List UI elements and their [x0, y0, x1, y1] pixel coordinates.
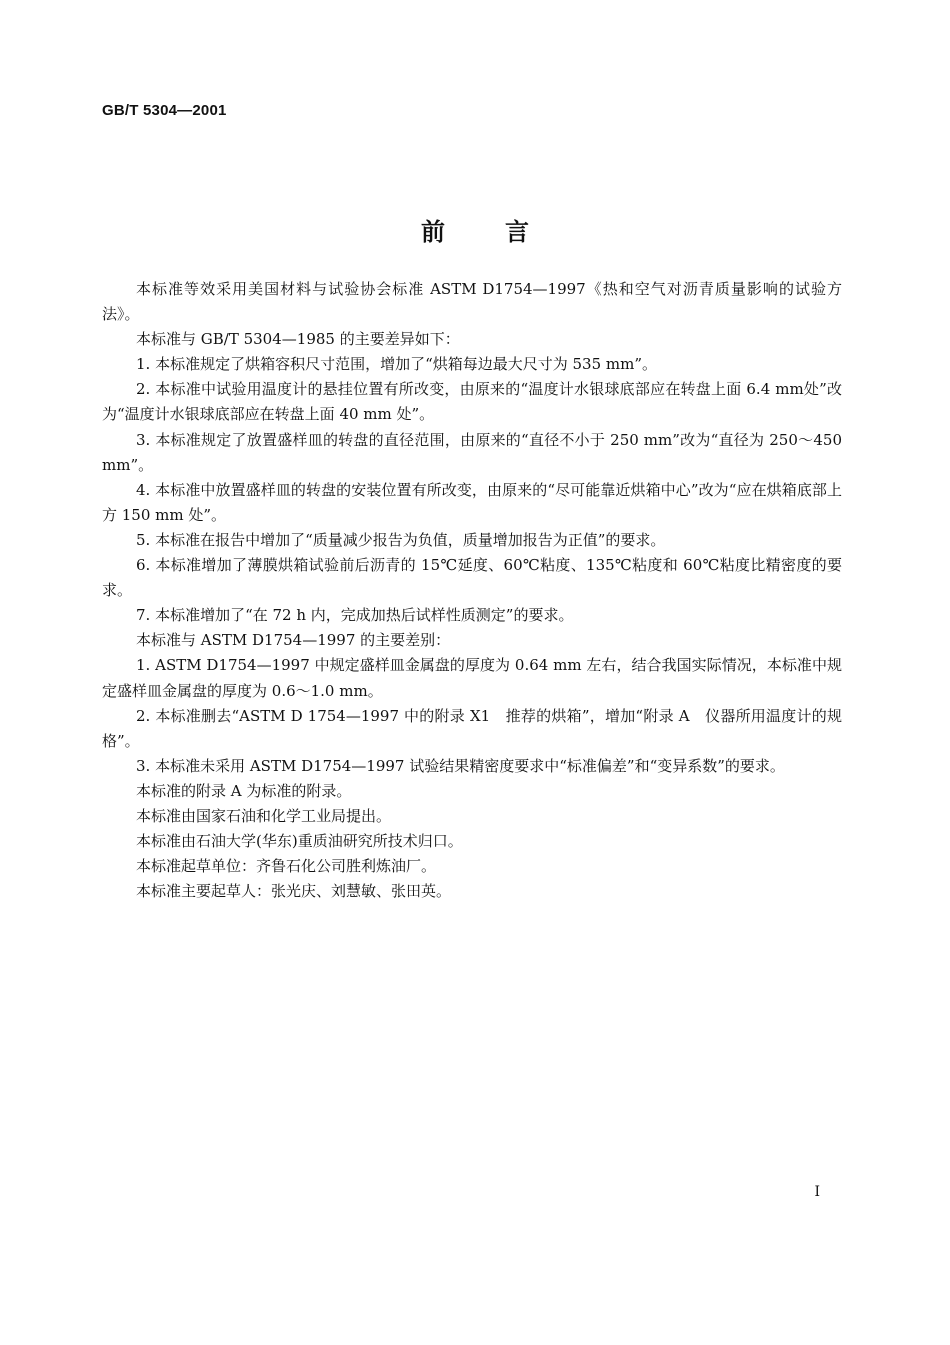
paragraph-administrator: 本标准由石油大学(华东)重质油研究所技术归口。: [136, 832, 463, 851]
paragraph-appendix-note: 本标准的附录 A 为标准的附录。: [136, 781, 352, 800]
paragraph-intro: 本标准等效采用美国材料与试验协会标准 ASTM D1754—1997《热和空气对沥青质量影响的试验方法》。: [102, 280, 842, 324]
paragraph-drafters: 本标准主要起草人：张光庆、刘慧敏、张田英。: [136, 882, 452, 901]
paragraph-diff-astm-heading: 本标准与 ASTM D1754—1997 的主要差别：: [136, 631, 451, 650]
foreword-body: [102, 277, 842, 904]
page-title: 前言: [421, 217, 589, 246]
paragraph-diff-1985-item-5: 5. 本标准在报告中增加了“质量减少报告为负值，质量增加报告为正值”的要求。: [136, 530, 666, 549]
page-number: I: [814, 1184, 820, 1200]
paragraph-diff-1985-item-3: 3. 本标准规定了放置盛样皿的转盘的直径范围，由原来的“直径不小于 250 mm”改为“直径为 250～450 mm”。: [102, 430, 842, 474]
paragraph-diff-1985-item-1: 1. 本标准规定了烘箱容积尺寸范围，增加了“烘箱每边最大尺寸为 535 mm”。: [136, 355, 658, 374]
paragraph-diff-1985-heading: 本标准与 GB/T 5304—1985 的主要差异如下：: [136, 330, 460, 349]
paragraph-diff-1985-item-7: 7. 本标准增加了“在 72 h 内，完成加热后试样性质测定”的要求。: [136, 606, 574, 625]
standard-code: GB/T 5304—2001: [102, 102, 227, 119]
paragraph-diff-1985-item-2: 2. 本标准中试验用温度计的悬挂位置有所改变，由原来的“温度计水银球底部应在转盘上面 6.4 mm处”改为“温度计水银球底部应在转盘上面 40 mm 处”。: [102, 380, 842, 424]
paragraph-diff-1985-item-6: 6. 本标准增加了薄膜烘箱试验前后沥青的 15℃延度、60℃粘度、135℃粘度和 60℃粘度比精密度的要求。: [102, 556, 842, 600]
paragraph-drafting-unit: 本标准起草单位：齐鲁石化公司胜利炼油厂。: [136, 857, 437, 876]
paragraph-diff-1985-item-4: 4. 本标准中放置盛样皿的转盘的安装位置有所改变，由原来的“尽可能靠近烘箱中心”改为“应在烘箱底部上方 150 mm 处”。: [102, 480, 842, 524]
paragraph-diff-astm-item-1: 1. ASTM D1754—1997 中规定盛样皿金属盘的厚度为 0.64 mm 左右，结合我国实际情况，本标准中规定盛样皿金属盘的厚度为 0.6～1.0 mm。: [102, 656, 842, 700]
paragraph-diff-astm-item-3: 3. 本标准未采用 ASTM D1754—1997 试验结果精密度要求中“标准偏差”和“变异系数”的要求。: [136, 756, 785, 775]
paragraph-diff-astm-item-2: 2. 本标准删去“ASTM D 1754—1997 中的附录 X1 推荐的烘箱”，增加“附录 A 仪器所用温度计的规格”。: [102, 706, 842, 750]
paragraph-proposer: 本标准由国家石油和化学工业局提出。: [136, 806, 392, 825]
